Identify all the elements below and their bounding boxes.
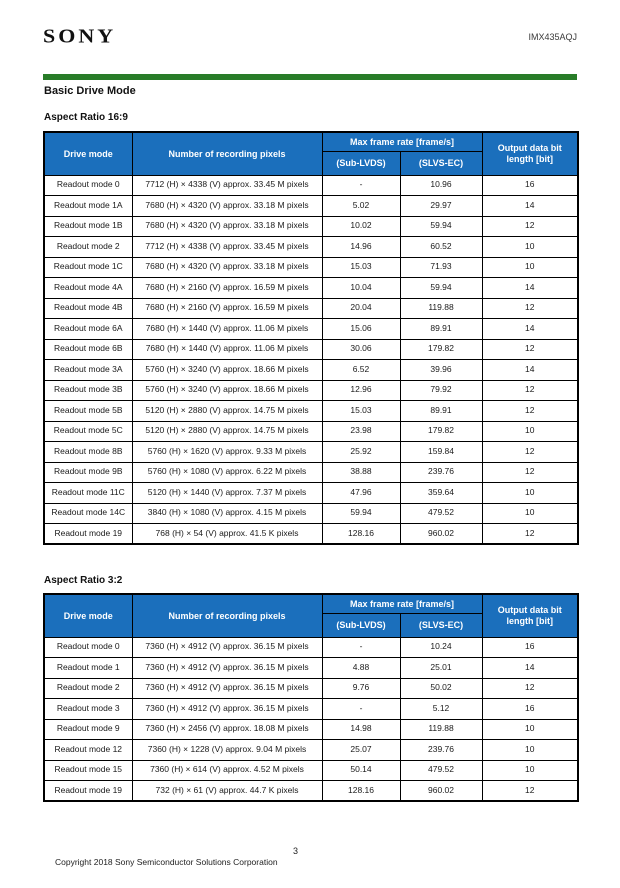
recording-pixels-cell: 5760 (H) × 3240 (V) approx. 18.66 M pixels [132,360,322,381]
table-row [44,462,578,483]
bit-length-cell: 10 [482,483,578,504]
sub-lvds-cell: - [322,637,400,658]
slvs-ec-cell: 119.88 [400,298,482,319]
table-body [44,175,578,544]
drive-mode-cell: Readout mode 12 [44,740,132,761]
recording-pixels-cell: 7360 (H) × 4912 (V) approx. 36.15 M pixels [132,637,322,658]
slvs-ec-cell: 29.97 [400,196,482,217]
drive-mode-cell: Readout mode 2 [44,237,132,258]
bit-length-cell: 16 [482,699,578,720]
bit-length-header: Output data bit length [bit] [482,132,578,175]
slvs-ec-cell: 10.96 [400,175,482,196]
recording-pixels-cell: 5120 (H) × 1440 (V) approx. 7.37 M pixels [132,483,322,504]
table-row [44,196,578,217]
sub-lvds-cell: 9.76 [322,678,400,699]
slvs-ec-cell: 59.94 [400,216,482,237]
recording-pixels-cell: 7680 (H) × 2160 (V) approx. 16.59 M pixels [132,278,322,299]
table-row [44,524,578,545]
drive-mode-header: Drive mode [44,132,132,175]
table-row [44,360,578,381]
sub-lvds-cell: 23.98 [322,421,400,442]
bit-length-cell: 12 [482,524,578,545]
slvs-ec-cell: 479.52 [400,760,482,781]
slvs-ec-cell: 89.91 [400,319,482,340]
sub-lvds-cell: 10.02 [322,216,400,237]
bit-length-cell: 12 [482,442,578,463]
bit-length-cell: 12 [482,462,578,483]
table-row [44,740,578,761]
drive-mode-cell: Readout mode 9 [44,719,132,740]
drive-mode-cell: Readout mode 2 [44,678,132,699]
recording-pixels-cell: 7680 (H) × 1440 (V) approx. 11.06 M pixels [132,339,322,360]
bit-length-cell: 14 [482,360,578,381]
slvs-ec-cell: 239.76 [400,462,482,483]
sub-lvds-cell: 50.14 [322,760,400,781]
drive-mode-cell: Readout mode 1 [44,658,132,679]
recording-pixels-cell: 7680 (H) × 4320 (V) approx. 33.18 M pixels [132,257,322,278]
drive-mode-cell: Readout mode 19 [44,524,132,545]
slvs-ec-header: (SLVS-EC) [400,613,482,637]
drive-mode-cell: Readout mode 3 [44,699,132,720]
slvs-ec-cell: 60.52 [400,237,482,258]
bit-length-cell: 14 [482,196,578,217]
bit-length-cell: 12 [482,216,578,237]
sub-lvds-cell: 59.94 [322,503,400,524]
drive-mode-table-3-2 [43,593,577,802]
drive-mode-table [43,593,579,802]
table-title-3-2: Aspect Ratio 3:2 [44,575,123,586]
slvs-ec-cell: 89.91 [400,401,482,422]
drive-mode-cell: Readout mode 1A [44,196,132,217]
drive-mode-cell: Readout mode 19 [44,781,132,802]
table-row [44,401,578,422]
table-row [44,216,578,237]
sub-lvds-cell: 15.03 [322,257,400,278]
recording-pixels-cell: 5120 (H) × 2880 (V) approx. 14.75 M pixels [132,401,322,422]
sub-lvds-cell: 15.03 [322,401,400,422]
recording-pixels-cell: 7360 (H) × 4912 (V) approx. 36.15 M pixels [132,699,322,720]
sub-lvds-header: (Sub-LVDS) [322,613,400,637]
table-row [44,380,578,401]
drive-mode-cell: Readout mode 5C [44,421,132,442]
bit-length-cell: 10 [482,257,578,278]
table-header [44,594,578,637]
sub-lvds-cell: 47.96 [322,483,400,504]
bit-length-cell: 10 [482,421,578,442]
sub-lvds-cell: 25.92 [322,442,400,463]
bit-length-cell: 14 [482,319,578,340]
slvs-ec-cell: 5.12 [400,699,482,720]
slvs-ec-cell: 59.94 [400,278,482,299]
drive-mode-cell: Readout mode 1B [44,216,132,237]
sub-lvds-cell: 128.16 [322,781,400,802]
table-row [44,278,578,299]
table-body [44,637,578,801]
recording-pixels-cell: 7360 (H) × 614 (V) approx. 4.52 M pixels [132,760,322,781]
bit-length-cell: 12 [482,781,578,802]
drive-mode-cell: Readout mode 4B [44,298,132,319]
slvs-ec-cell: 79.92 [400,380,482,401]
slvs-ec-cell: 359.64 [400,483,482,504]
slvs-ec-cell: 39.96 [400,360,482,381]
slvs-ec-cell: 119.88 [400,719,482,740]
drive-mode-cell: Readout mode 11C [44,483,132,504]
bit-length-cell: 14 [482,658,578,679]
page-header [43,24,577,50]
bit-length-cell: 12 [482,401,578,422]
recording-pixels-cell: 7680 (H) × 4320 (V) approx. 33.18 M pixels [132,196,322,217]
bit-length-header: Output data bit length [bit] [482,594,578,637]
sub-lvds-cell: 38.88 [322,462,400,483]
table-row [44,678,578,699]
bit-length-cell: 10 [482,237,578,258]
table-row [44,658,578,679]
slvs-ec-header: (SLVS-EC) [400,151,482,175]
table-row [44,781,578,802]
table-row [44,339,578,360]
slvs-ec-cell: 50.02 [400,678,482,699]
table-row [44,483,578,504]
recording-pixels-cell: 3840 (H) × 1080 (V) approx. 4.15 M pixels [132,503,322,524]
drive-mode-cell: Readout mode 6A [44,319,132,340]
drive-mode-cell: Readout mode 5B [44,401,132,422]
table-row [44,319,578,340]
copyright: Copyright 2018 Sony Semiconductor Solutions Corporation [55,857,278,867]
recording-pixels-cell: 7360 (H) × 4912 (V) approx. 36.15 M pixels [132,658,322,679]
table-row [44,637,578,658]
table-row [44,719,578,740]
recording-pixels-cell: 5760 (H) × 3240 (V) approx. 18.66 M pixels [132,380,322,401]
bit-length-cell: 16 [482,637,578,658]
sub-lvds-cell: 14.98 [322,719,400,740]
recording-pixels-header: Number of recording pixels [132,132,322,175]
table-row [44,421,578,442]
bit-length-cell: 10 [482,503,578,524]
bit-length-cell: 12 [482,380,578,401]
slvs-ec-cell: 179.82 [400,421,482,442]
sub-lvds-cell: 15.06 [322,319,400,340]
table-row [44,298,578,319]
recording-pixels-cell: 7680 (H) × 2160 (V) approx. 16.59 M pixels [132,298,322,319]
page-number: 3 [293,846,299,856]
drive-mode-cell: Readout mode 0 [44,637,132,658]
page-footer [43,846,577,876]
slvs-ec-cell: 239.76 [400,740,482,761]
slvs-ec-cell: 960.02 [400,781,482,802]
table-row [44,175,578,196]
slvs-ec-cell: 960.02 [400,524,482,545]
bit-length-cell: 10 [482,719,578,740]
table-header-row-1 [44,132,578,151]
slvs-ec-cell: 159.84 [400,442,482,463]
sub-lvds-cell: - [322,175,400,196]
slvs-ec-cell: 71.93 [400,257,482,278]
sub-lvds-cell: 128.16 [322,524,400,545]
bit-length-cell: 12 [482,678,578,699]
table-header-row-1 [44,594,578,613]
bit-length-cell: 16 [482,175,578,196]
drive-mode-cell: Readout mode 4A [44,278,132,299]
sub-lvds-cell: - [322,699,400,720]
drive-mode-header: Drive mode [44,594,132,637]
table-row [44,503,578,524]
recording-pixels-cell: 5120 (H) × 2880 (V) approx. 14.75 M pixels [132,421,322,442]
recording-pixels-cell: 7680 (H) × 1440 (V) approx. 11.06 M pixels [132,319,322,340]
table-row [44,699,578,720]
slvs-ec-cell: 10.24 [400,637,482,658]
recording-pixels-cell: 7680 (H) × 4320 (V) approx. 33.18 M pixels [132,216,322,237]
drive-mode-cell: Readout mode 15 [44,760,132,781]
recording-pixels-cell: 5760 (H) × 1620 (V) approx. 9.33 M pixels [132,442,322,463]
recording-pixels-header: Number of recording pixels [132,594,322,637]
table-row [44,442,578,463]
bit-length-cell: 14 [482,278,578,299]
sub-lvds-header: (Sub-LVDS) [322,151,400,175]
max-frame-rate-header: Max frame rate [frame/s] [322,594,482,613]
slvs-ec-cell: 25.01 [400,658,482,679]
drive-mode-cell: Readout mode 0 [44,175,132,196]
sub-lvds-cell: 20.04 [322,298,400,319]
recording-pixels-cell: 7712 (H) × 4338 (V) approx. 33.45 M pixels [132,175,322,196]
recording-pixels-cell: 7360 (H) × 1228 (V) approx. 9.04 M pixels [132,740,322,761]
sub-lvds-cell: 10.04 [322,278,400,299]
drive-mode-cell: Readout mode 3A [44,360,132,381]
recording-pixels-cell: 7360 (H) × 2456 (V) approx. 18.08 M pixels [132,719,322,740]
sub-lvds-cell: 6.52 [322,360,400,381]
section-title: Basic Drive Mode [44,85,136,97]
drive-mode-cell: Readout mode 9B [44,462,132,483]
recording-pixels-cell: 7712 (H) × 4338 (V) approx. 33.45 M pixels [132,237,322,258]
recording-pixels-cell: 5760 (H) × 1080 (V) approx. 6.22 M pixels [132,462,322,483]
sub-lvds-cell: 25.07 [322,740,400,761]
recording-pixels-cell: 732 (H) × 61 (V) approx. 44.7 K pixels [132,781,322,802]
bit-length-cell: 10 [482,760,578,781]
drive-mode-cell: Readout mode 1C [44,257,132,278]
drive-mode-table [43,131,579,545]
table-row [44,257,578,278]
drive-mode-table-16-9 [43,131,577,545]
section-divider-bar [43,74,577,80]
table-row [44,760,578,781]
bit-length-cell: 12 [482,339,578,360]
bit-length-cell: 10 [482,740,578,761]
recording-pixels-cell: 768 (H) × 54 (V) approx. 41.5 K pixels [132,524,322,545]
slvs-ec-cell: 479.52 [400,503,482,524]
drive-mode-cell: Readout mode 6B [44,339,132,360]
recording-pixels-cell: 7360 (H) × 4912 (V) approx. 36.15 M pixels [132,678,322,699]
table-title-16-9: Aspect Ratio 16:9 [44,112,128,123]
sub-lvds-cell: 4.88 [322,658,400,679]
sub-lvds-cell: 14.96 [322,237,400,258]
sub-lvds-cell: 30.06 [322,339,400,360]
table-row [44,237,578,258]
table-header [44,132,578,175]
bit-length-cell: 12 [482,298,578,319]
max-frame-rate-header: Max frame rate [frame/s] [322,132,482,151]
drive-mode-cell: Readout mode 8B [44,442,132,463]
sub-lvds-cell: 12.96 [322,380,400,401]
slvs-ec-cell: 179.82 [400,339,482,360]
drive-mode-cell: Readout mode 3B [44,380,132,401]
part-number: IMX435AQJ [528,32,577,42]
sony-logo: SONY [43,24,117,47]
sub-lvds-cell: 5.02 [322,196,400,217]
drive-mode-cell: Readout mode 14C [44,503,132,524]
